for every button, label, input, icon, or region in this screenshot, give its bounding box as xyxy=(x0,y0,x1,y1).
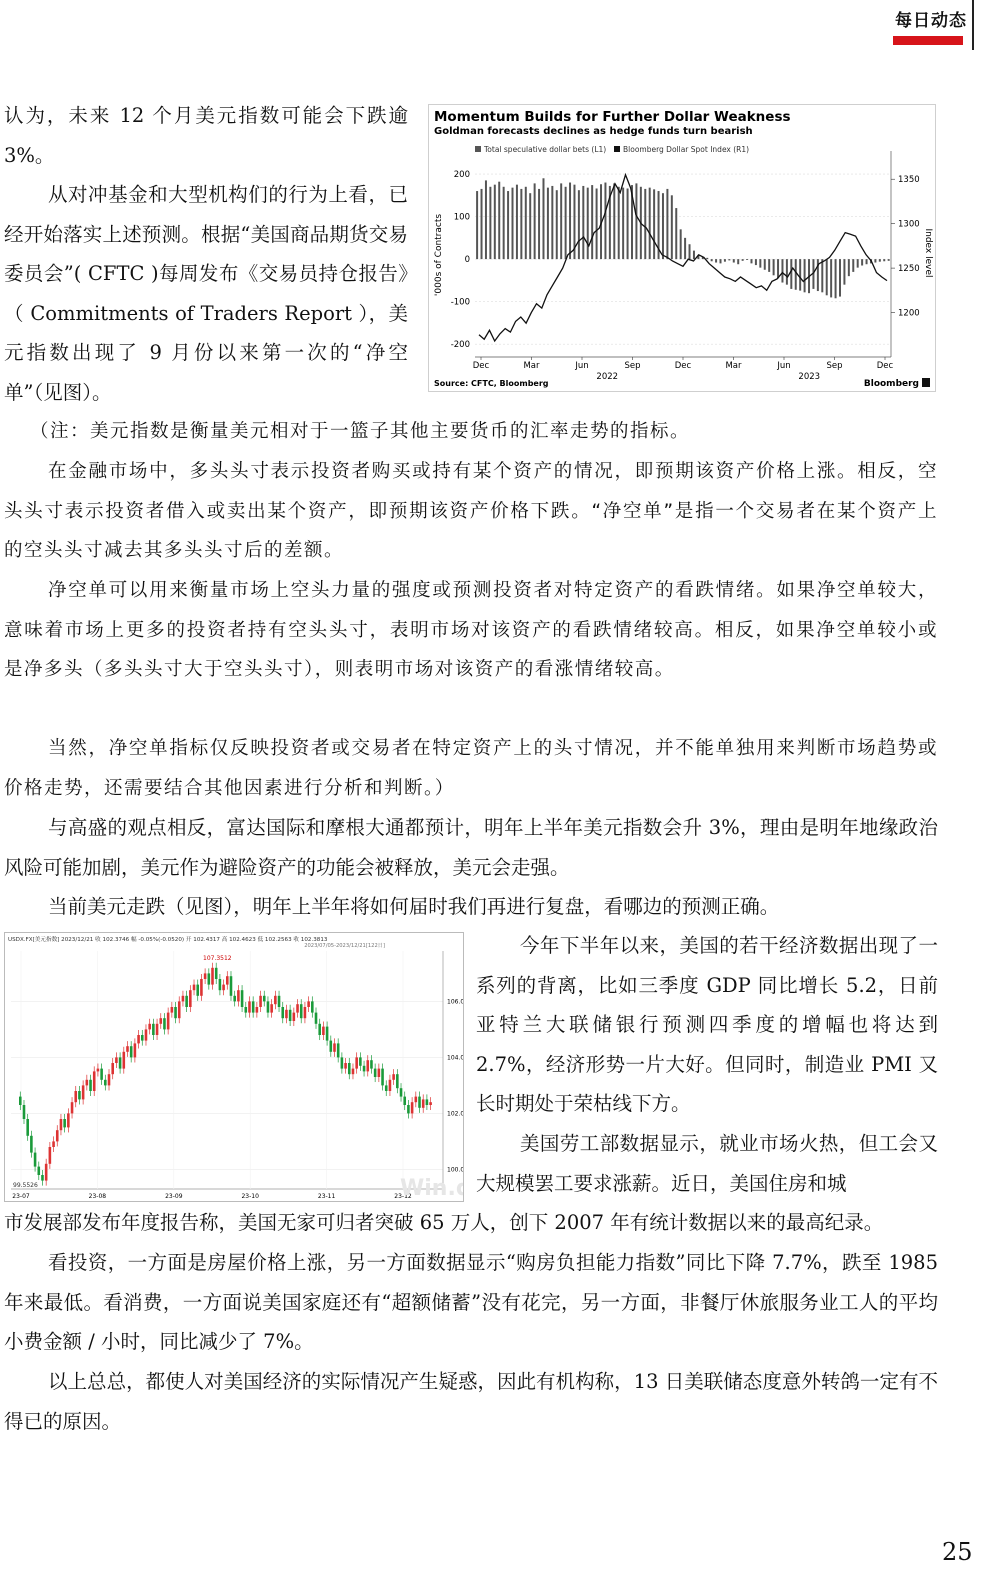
candle-body xyxy=(222,985,225,991)
candle-body xyxy=(159,1018,162,1024)
dollar-bets-bar xyxy=(746,259,748,260)
dollar-bets-bar xyxy=(795,259,797,290)
dollar-bets-bar xyxy=(830,259,832,297)
dollar-bets-bar xyxy=(578,190,580,259)
dollar-bets-bar xyxy=(596,188,598,259)
year-label: 2023 xyxy=(798,372,821,382)
candle-body xyxy=(285,1010,288,1018)
candle-body xyxy=(148,1024,151,1030)
candle-body xyxy=(119,1057,122,1068)
candle-body xyxy=(355,1057,358,1068)
candle-body xyxy=(233,996,236,1002)
candle-body xyxy=(326,1027,329,1041)
dollar-bets-bar xyxy=(525,187,527,259)
note-paragraph-1: （注：美元指数是衡量美元相对于一篮子其他主要货币的汇率走势的指标。 xyxy=(30,421,691,442)
candle-body xyxy=(259,996,262,1007)
chart2-low-label: 99.5526 xyxy=(13,1182,38,1189)
dollar-bets-bar xyxy=(786,259,788,285)
paragraph-6a: 美国劳工部数据显示，就业市场火热，但工会又大规模罢工要求涨薪。近日，美国住房和城 xyxy=(476,1132,938,1195)
candle-body xyxy=(93,1071,96,1091)
dollar-bets-bar xyxy=(711,259,713,261)
chart1-left-ticks xyxy=(451,170,470,350)
chart2-date-range: 2023/07/05-2023/12/21[122日] xyxy=(304,943,385,949)
dollar-bets-bar xyxy=(768,259,770,272)
candle-body xyxy=(111,1063,114,1074)
candle-body xyxy=(41,1175,44,1181)
dollar-bets-bar xyxy=(622,188,624,259)
candle-body xyxy=(137,1035,140,1043)
dollar-weakness-chart xyxy=(428,104,936,392)
candle-body xyxy=(230,976,233,996)
chart1-bars xyxy=(476,178,890,298)
x-tick-label: 23-12 xyxy=(394,1193,412,1200)
candle-body xyxy=(426,1099,429,1105)
right-tick-label: 1250 xyxy=(898,264,920,275)
candle-body xyxy=(156,1024,159,1035)
candle-body xyxy=(403,1097,406,1105)
dollar-bets-bar xyxy=(724,259,726,262)
legend-bars-swatch xyxy=(475,146,481,152)
candle-body xyxy=(359,1057,362,1065)
dollar-bets-bar xyxy=(551,186,553,259)
candle-body xyxy=(411,1102,414,1113)
candle-body xyxy=(211,968,214,985)
candle-body xyxy=(123,1052,126,1069)
candle-body xyxy=(178,1001,181,1018)
candle-body xyxy=(71,1102,74,1113)
candle-body xyxy=(341,1057,344,1068)
dollar-bets-bar xyxy=(542,178,544,259)
dollar-bets-bar xyxy=(569,183,571,260)
candle-body xyxy=(274,996,277,1004)
candle-body xyxy=(100,1069,103,1080)
dollar-bets-bar xyxy=(689,244,691,259)
note-paragraph-4: 当然，净空单指标仅反映投资者或交易者在特定资产上的头寸情况，并不能单独用来判断市场趋势或价格走势，还需要结合其他因素进行分析和判断。） xyxy=(4,738,938,799)
dollar-bets-bar xyxy=(520,189,522,259)
dollar-bets-bar xyxy=(839,259,841,296)
candle-body xyxy=(333,1043,336,1051)
header-accent-bar xyxy=(893,36,963,45)
bloomberg-logo: Bloomberg xyxy=(863,379,919,389)
candle-body xyxy=(252,1001,255,1012)
dollar-bets-bar xyxy=(538,189,540,259)
dollar-bets-bar xyxy=(684,238,686,259)
dollar-bets-bar xyxy=(534,183,536,259)
dollar-bets-bar xyxy=(591,185,593,259)
usdx-candlestick-chart xyxy=(4,932,464,1202)
candle-body xyxy=(26,1119,29,1136)
legend-line-swatch xyxy=(614,146,620,152)
candle-body xyxy=(389,1080,392,1091)
dollar-bets-bar xyxy=(826,259,828,295)
candle-body xyxy=(311,1001,314,1012)
candle-body xyxy=(370,1060,373,1068)
chart1-gridlines xyxy=(475,151,891,357)
x-tick-label: 23-08 xyxy=(88,1193,107,1200)
x-tick-label: 23-10 xyxy=(241,1193,259,1200)
candle-body xyxy=(385,1085,388,1091)
candle-body xyxy=(256,1007,259,1013)
candle-body xyxy=(167,1013,170,1030)
dollar-bets-bar xyxy=(799,259,801,290)
x-tick-label: Dec xyxy=(674,361,692,371)
note-paragraph-3: 净空单可以用来衡量市场上空头力量的强度或预测投资者对特定资产的看跌情绪。如果净空单较大，意味着市场上更多的投资者持有空头头寸，表明市场对该资产的看跌情绪较高。相反，如果净空单较小或是净多头（多头头寸大于空头头寸），则表明市场对该资产的看涨情绪较高。 xyxy=(4,580,938,680)
candle-body xyxy=(226,976,229,984)
bloomberg-logo-icon xyxy=(922,378,930,387)
y-tick-label: 100.0 xyxy=(447,1166,463,1174)
x-tick-label: 23-09 xyxy=(165,1193,183,1200)
paragraph-5: 今年下半年以来，美国的若干经济数据出现了一系列的背离，比如三季度 GDP 同比增长 5.2，日前亚特兰大联储银行预测四季度的增幅也将达到 2.7%，经济形势一片大好。但同时，制造业 PMI 又长时期处于荣枯线下方。 xyxy=(476,934,938,1115)
dollar-bets-bar xyxy=(476,191,478,259)
x-tick-label: Sep xyxy=(624,361,641,371)
chart1-left-axis-label: '000s of Contracts xyxy=(434,213,444,297)
candle-body xyxy=(89,1080,92,1091)
candle-body xyxy=(415,1097,418,1103)
dollar-bets-bar xyxy=(861,259,863,265)
candle-body xyxy=(300,1004,303,1018)
candle-body xyxy=(241,990,244,1007)
chart2-high-label: 107.3512 xyxy=(203,955,232,962)
usdx-candlestick-svg xyxy=(5,933,463,1201)
dollar-bets-bar xyxy=(604,183,606,260)
candle-body xyxy=(296,1004,299,1012)
left-tick-label: 100 xyxy=(453,212,470,223)
dollar-bets-bar xyxy=(706,258,708,259)
candle-body xyxy=(322,1027,325,1035)
paragraph-7: 看投资，一方面是房屋价格上涨，另一方面数据显示“购房负担能力指数”同比下降 7.7%，跌至 1985 年来最低。看消费，一方面说美国家庭还有“超额储蓄”没有花完，另一方面，非餐厅休旅服务业工人的平均小费金额 / 小时，同比减少了 7%。 xyxy=(4,1251,938,1353)
candle-body xyxy=(200,979,203,996)
dollar-bets-bar xyxy=(755,259,757,265)
dollar-bets-bar xyxy=(494,185,496,259)
candle-body xyxy=(237,990,240,1001)
legend-bars-label: Total speculative dollar bets (L1) xyxy=(484,145,607,154)
candle-body xyxy=(19,1097,22,1105)
dollar-bets-bar xyxy=(777,259,779,278)
paragraph-2: 从对冲基金和大型机构们的行为上看，已经开始落实上述预测。根据“美国商品期货交易委员会”( CFTC )每周发布《交易员持仓报告》（ Commitments of Traders Report ），美元指数出现了 9 月份以来第一次的“净空单”（见图）。 xyxy=(4,183,408,404)
x-tick-label: Jun xyxy=(575,361,589,371)
candle-body xyxy=(208,973,211,984)
section-title: 每日动态 xyxy=(895,11,967,31)
candle-body xyxy=(49,1147,52,1164)
candle-body xyxy=(348,1063,351,1074)
candle-body xyxy=(270,1004,273,1012)
candle-body xyxy=(267,1001,270,1012)
candle-body xyxy=(374,1069,377,1077)
candle-body xyxy=(56,1130,59,1141)
candle-body xyxy=(204,973,207,979)
candle-body xyxy=(318,1024,321,1035)
chart2-candles xyxy=(19,963,432,1186)
dollar-bets-bar xyxy=(529,193,531,259)
dollar-bets-bar xyxy=(821,259,823,292)
chart2-header: USDX.FX[美元指数] 2023/12/21 收 102.3746 幅 -0.05%(-0.0520) 开 102.4317 高 102.4623 低 102.2563 收 102.3813 xyxy=(8,937,328,943)
page-number: 25 xyxy=(942,1538,973,1566)
candle-body xyxy=(134,1043,137,1057)
dollar-bets-bar xyxy=(671,195,673,259)
dollar-bets-bar xyxy=(662,193,664,259)
dollar-bets-bar xyxy=(781,259,783,282)
paragraph-4: 当前美元走跌（见图），明年上半年将如何届时我们再进行复盘，看哪边的预测正确。 xyxy=(48,895,780,918)
left-tick-label: 0 xyxy=(464,255,470,266)
candle-body xyxy=(281,1007,284,1018)
candle-body xyxy=(381,1069,384,1086)
candle-body xyxy=(63,1119,66,1127)
candle-body xyxy=(82,1085,85,1099)
dollar-bets-bar xyxy=(759,259,761,268)
candle-body xyxy=(45,1164,48,1181)
dollar-bets-bar xyxy=(733,259,735,262)
dollar-bets-bar xyxy=(485,180,487,259)
dollar-bets-bar xyxy=(556,190,558,259)
dollar-bets-bar xyxy=(481,189,483,259)
dollar-bets-bar xyxy=(750,259,752,263)
right-tick-label: 1300 xyxy=(898,219,920,230)
right-tick-label: 1350 xyxy=(898,175,920,186)
y-tick-label: 104.0 xyxy=(447,1054,463,1062)
dollar-bets-bar xyxy=(804,259,806,292)
candle-body xyxy=(60,1119,63,1130)
candle-body xyxy=(263,996,266,1002)
dollar-bets-bar xyxy=(835,259,837,298)
candle-body xyxy=(52,1141,55,1147)
candle-body xyxy=(363,1066,366,1072)
chart1-source: Source: CFTC, Bloomberg xyxy=(434,379,549,388)
dollar-bets-bar xyxy=(693,251,695,260)
candle-body xyxy=(330,1041,333,1052)
candle-body xyxy=(407,1105,410,1113)
candle-body xyxy=(115,1057,118,1063)
x-tick-label: Jun xyxy=(777,361,791,371)
x-tick-label: Mar xyxy=(725,361,742,371)
dollar-index-line xyxy=(479,175,887,341)
dollar-bets-bar xyxy=(737,259,739,264)
candle-body xyxy=(104,1080,107,1086)
dollar-bets-bar xyxy=(666,189,668,259)
dollar-bets-bar xyxy=(852,259,854,272)
candle-body xyxy=(307,1001,310,1007)
candle-body xyxy=(304,1007,307,1018)
x-tick-label: 23-07 xyxy=(12,1193,30,1200)
candle-body xyxy=(86,1080,89,1086)
dollar-bets-bar xyxy=(512,188,514,259)
dollar-bets-bar xyxy=(565,187,567,259)
candle-body xyxy=(23,1105,26,1119)
left-tick-label: 200 xyxy=(453,170,470,181)
candle-body xyxy=(429,1102,432,1105)
candle-body xyxy=(344,1063,347,1069)
dollar-bets-bar xyxy=(644,189,646,259)
dollar-bets-bar xyxy=(888,259,890,261)
dollar-bets-bar xyxy=(848,259,850,276)
dollar-bets-bar xyxy=(866,259,868,264)
candle-body xyxy=(108,1074,111,1085)
candle-body xyxy=(174,1007,177,1018)
dollar-bets-bar xyxy=(715,259,717,262)
left-tick-label: -100 xyxy=(450,297,470,308)
candle-body xyxy=(30,1136,33,1153)
year-label: 2022 xyxy=(596,372,619,382)
dollar-bets-bar xyxy=(587,188,589,259)
paragraph-3: 与高盛的观点相反，富达国际和摩根大通都预计，明年上半年美元指数会升 3%，理由是明年地缘政治风险可能加剧，美元作为避险资产的功能会被释放，美元会走强。 xyxy=(4,816,938,879)
dollar-bets-bar xyxy=(720,259,722,263)
candle-body xyxy=(130,1046,133,1057)
x-tick-label: Mar xyxy=(523,361,540,371)
candle-body xyxy=(34,1153,37,1167)
candle-body xyxy=(141,1035,144,1041)
dollar-bets-bar xyxy=(879,259,881,262)
candle-body xyxy=(182,996,185,1002)
candle-body xyxy=(352,1069,355,1075)
candle-body xyxy=(215,968,218,979)
dollar-bets-bar xyxy=(516,185,518,259)
y-tick-label: 106.0 xyxy=(447,998,463,1006)
dollar-bets-bar xyxy=(582,186,584,259)
candle-body xyxy=(244,1007,247,1013)
chart1-right-axis-label: Index level xyxy=(923,228,933,278)
dollar-bets-bar xyxy=(790,259,792,289)
paragraph-1: 认为，未来 12 个月美元指数可能会下跌逾 3%。 xyxy=(4,104,408,167)
dollar-bets-bar xyxy=(874,259,876,262)
dollar-bets-bar xyxy=(547,188,549,259)
dollar-bets-bar xyxy=(728,259,730,260)
candle-body xyxy=(189,990,192,1007)
candle-body xyxy=(219,979,222,990)
note-paragraph-2: 在金融市场中，多头头寸表示投资者购买或持有某个资产的情况，即预期该资产价格上涨。相反，空头头寸表示投资者借入或卖出某个资产，即预期该资产价格下跌。“净空单”是指一个交易者在某个资产上的空头头寸减去其多头头寸后的差额。 xyxy=(4,461,938,561)
candle-body xyxy=(185,996,188,1007)
x-tick-label: Dec xyxy=(876,361,894,371)
candle-body xyxy=(152,1024,155,1035)
y-tick-label: 102.0 xyxy=(447,1110,463,1118)
candle-body xyxy=(97,1069,100,1072)
candle-body xyxy=(278,996,281,1007)
legend-line-label: Bloomberg Dollar Spot Index (R1) xyxy=(623,145,750,154)
candle-body xyxy=(400,1088,403,1096)
candle-body xyxy=(78,1091,81,1099)
candle-body xyxy=(289,1010,292,1021)
x-tick-label: Dec xyxy=(472,361,490,371)
dollar-bets-bar xyxy=(764,259,766,270)
candle-body xyxy=(126,1046,129,1052)
dollar-bets-bar xyxy=(675,208,677,259)
candle-body xyxy=(145,1029,148,1040)
paragraph-8: 以上总总，都使人对美国经济的实际情况产生疑惑，因此有机构称，13 日美联储态度意外转鸽一定有不得已的原因。 xyxy=(4,1370,938,1433)
dollar-bets-bar xyxy=(857,259,859,268)
candle-body xyxy=(293,1013,296,1021)
dollar-bets-bar xyxy=(653,189,655,259)
dollar-bets-bar xyxy=(635,183,637,259)
dollar-bets-bar xyxy=(883,259,885,261)
candle-body xyxy=(392,1074,395,1080)
candle-body xyxy=(74,1091,77,1102)
candle-body xyxy=(378,1069,381,1077)
candle-body xyxy=(163,1018,166,1029)
dollar-bets-bar xyxy=(618,187,620,259)
x-tick-label: 23-11 xyxy=(317,1193,336,1200)
candle-body xyxy=(171,1007,174,1013)
dollar-bets-bar xyxy=(627,188,629,259)
candle-body xyxy=(315,1013,318,1024)
wind-watermark: Win. xyxy=(400,1176,456,1201)
chart1-right-ticks xyxy=(891,175,920,318)
candle-body xyxy=(337,1043,340,1057)
dollar-bets-bar xyxy=(843,259,845,285)
dollar-weakness-chart-svg xyxy=(429,105,935,391)
dollar-bets-bar xyxy=(489,187,491,259)
paragraph-6b: 市发展部发布年度报告称，美国无家可归者突破 65 万人，创下 2007 年有统计数据以来的最高纪录。 xyxy=(4,1211,884,1234)
x-tick-label: Sep xyxy=(826,361,843,371)
dollar-bets-bar xyxy=(498,182,500,259)
chart1-subtitle: Goldman forecasts declines as hedge funds turn bearish xyxy=(434,126,753,137)
dollar-bets-bar xyxy=(503,187,505,259)
candle-body xyxy=(67,1113,70,1127)
chart2-x-ticks xyxy=(12,1193,412,1200)
candle-body xyxy=(193,985,196,991)
dollar-bets-bar xyxy=(507,191,509,259)
left-tick-label: -200 xyxy=(450,340,470,351)
candle-body xyxy=(396,1074,399,1088)
dollar-bets-bar xyxy=(613,183,615,259)
right-tick-label: 1200 xyxy=(898,308,920,319)
candle-body xyxy=(366,1060,369,1071)
header-divider xyxy=(972,0,974,50)
dollar-bets-bar xyxy=(773,259,775,275)
dollar-bets-bar xyxy=(680,229,682,259)
chart1-title: Momentum Builds for Further Dollar Weakness xyxy=(434,109,791,125)
dollar-bets-bar xyxy=(742,259,744,261)
candle-body xyxy=(196,985,199,996)
candle-body xyxy=(248,1001,251,1012)
candle-body xyxy=(37,1167,40,1175)
dollar-bets-bar xyxy=(560,183,562,259)
chart2-y-ticks xyxy=(447,998,463,1173)
candle-body xyxy=(418,1097,421,1108)
dollar-bets-bar xyxy=(649,188,651,259)
candle-body xyxy=(422,1099,425,1107)
